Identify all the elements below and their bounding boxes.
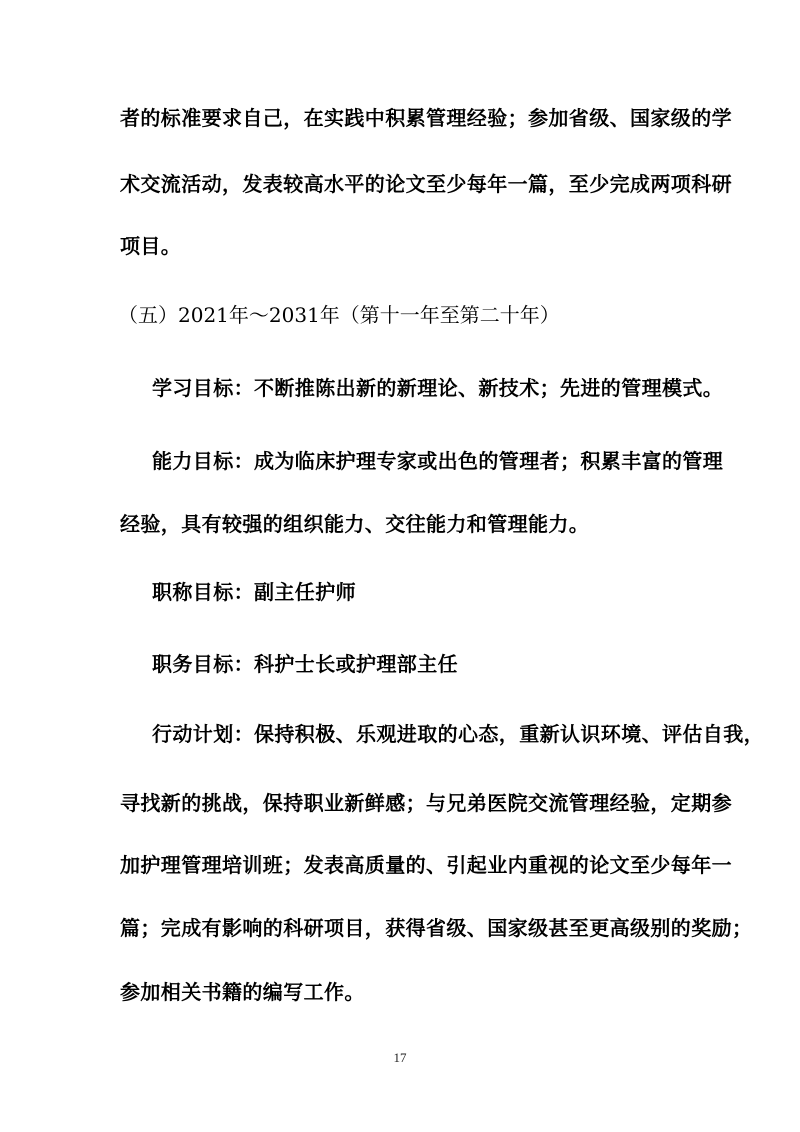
position-goal-line: 职务目标：科护士长或护理部主任 <box>152 652 458 676</box>
learning-goal-line: 学习目标：不断推陈出新的新理论、新技术；先进的管理模式。 <box>152 376 724 400</box>
paragraph-line: 经验，具有较强的组织能力、交往能力和管理能力。 <box>120 512 590 536</box>
paragraph-line: 篇；完成有影响的科研项目，获得省级、国家级甚至更高级别的奖励； <box>120 916 753 940</box>
paragraph-line: 参加相关书籍的编写工作。 <box>120 980 365 1004</box>
paragraph-line: 项目。 <box>120 234 182 258</box>
action-plan-line: 行动计划：保持积极、乐观进取的心态，重新认识环境、评估自我， <box>152 722 764 746</box>
paragraph-line: 术交流活动，发表较高水平的论文至少每年一篇，至少完成两项科研 <box>120 172 732 196</box>
title-goal-line: 职称目标：副主任护师 <box>152 580 356 604</box>
section-heading: （五）2021年～2031年（第十一年至第二十年） <box>118 303 560 327</box>
paragraph-line: 者的标准要求自己，在实践中积累管理经验；参加省级、国家级的学 <box>120 106 732 130</box>
paragraph-line: 寻找新的挑战，保持职业新鲜感；与兄弟医院交流管理经验，定期参 <box>120 791 732 815</box>
ability-goal-line: 能力目标：成为临床护理专家或出色的管理者；积累丰富的管理 <box>152 449 724 473</box>
paragraph-line: 加护理管理培训班；发表高质量的、引起业内重视的论文至少每年一 <box>120 853 732 877</box>
page-number: 17 <box>393 1050 407 1065</box>
